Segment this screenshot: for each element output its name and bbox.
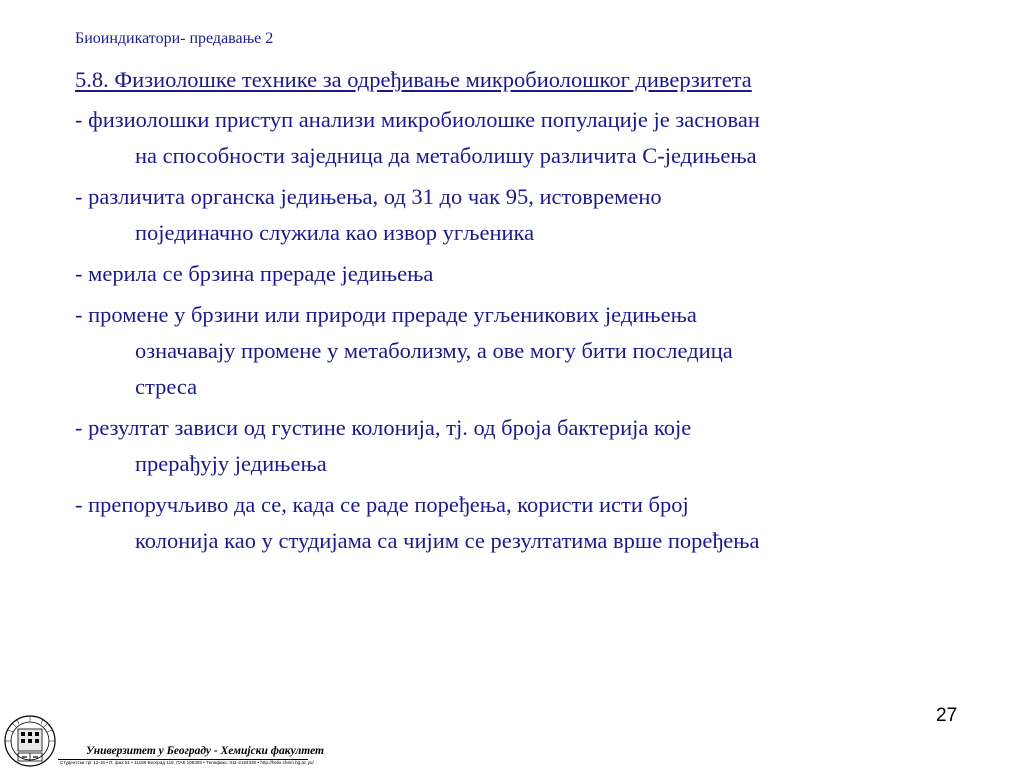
presentation-title: Биоиндикатори- предавање 2	[75, 30, 274, 47]
section-heading: 5.8. Физиолошке технике за одређивање микробиолошког диверзитета	[75, 67, 752, 92]
bullet-item	[75, 410, 975, 482]
university-address: Студентски трг 12-16 • П. фах 51 • 11158 Београд 118, ПАК 105305 • Телефакс: 011-2184330 • http://helix.chem.bg.ac.yu/	[60, 760, 314, 765]
bullet-line: - промене у брзини или природи прераде угљеникових једињења	[75, 302, 697, 327]
bullet-line: - различита органска једињења, од 31 до чак 95, истовремено	[75, 184, 662, 209]
bullet-line: прерађују једињења	[135, 451, 327, 476]
bullet-line: стреса	[135, 374, 198, 399]
page-number: 27	[936, 705, 958, 726]
university-name: Универзитет у Београду - Хемијски факултет	[86, 745, 324, 757]
bullet-item	[75, 487, 975, 559]
bullet-line: означавају промене у метаболизму, а ове могу бити последица	[135, 338, 733, 363]
bullet-item	[75, 297, 975, 405]
bullet-line: - физиолошки приступ анализи микробиолошке популације је заснован	[75, 107, 760, 132]
slide-content	[75, 64, 975, 564]
university-seal-icon	[3, 714, 57, 768]
bullet-item	[75, 102, 975, 174]
bullet-line: колонија као у студијама са чијим се резултатима врше поређења	[135, 528, 760, 553]
bullet-line: појединачно служила као извор угљеника	[135, 220, 535, 245]
bullet-line: - мерила се брзина прераде једињења	[75, 261, 434, 286]
bullet-item	[75, 179, 975, 251]
bullet-line: на способности заједница да метаболишу различита С-једињења	[135, 143, 757, 168]
bullet-line: - препоручљиво да се, када се раде поређења, користи исти број	[75, 492, 689, 517]
bullet-item	[75, 256, 975, 292]
bullet-line: - резултат зависи од густине колонија, тј. од броја бактерија које	[75, 415, 692, 440]
